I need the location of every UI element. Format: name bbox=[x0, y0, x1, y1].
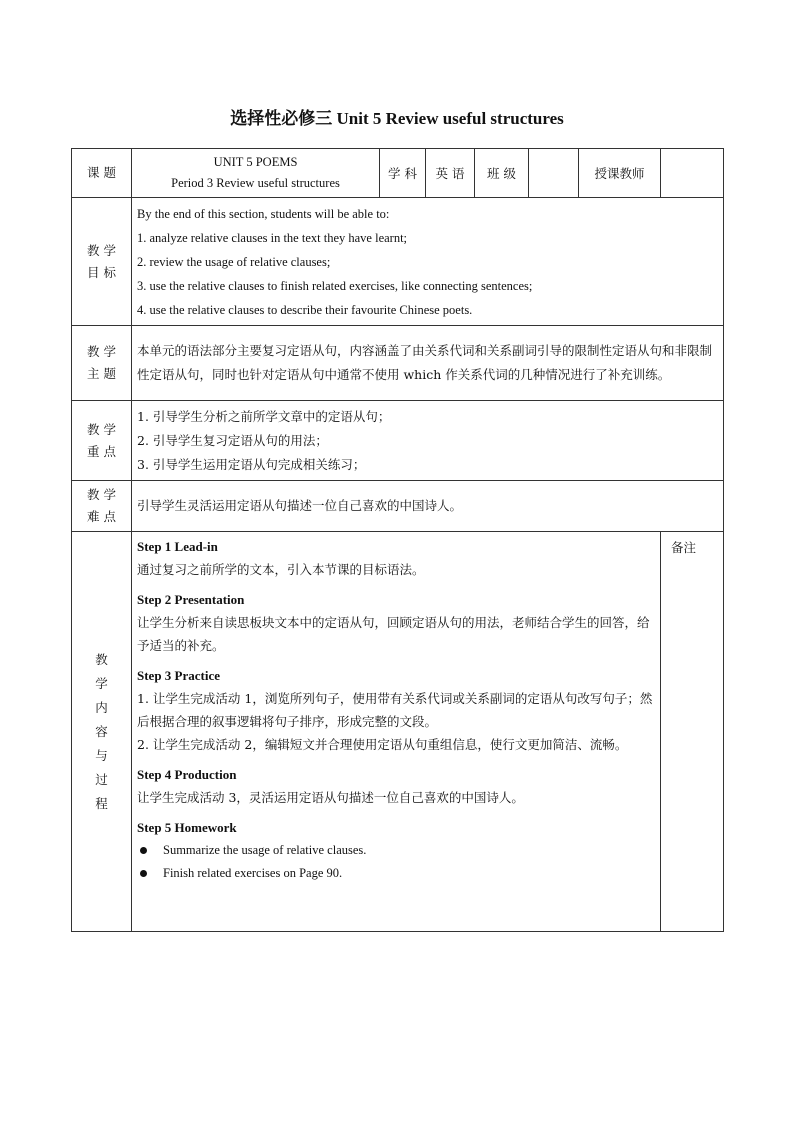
step-heading: Step 4 Production bbox=[137, 767, 237, 782]
course-title-cell bbox=[132, 149, 380, 198]
key-points-label: 教 学 重 点 bbox=[72, 401, 132, 481]
step-text: 让学生分析来自读思板块文本中的定语从句，回顾定语从句的用法，老师结合学生的回答，给予适当的补充。 bbox=[137, 615, 650, 653]
step-text: 让学生完成活动 3，灵活运用定语从句描述一位自己喜欢的中国诗人。 bbox=[137, 790, 524, 805]
header-row bbox=[72, 149, 724, 198]
key-point-line: 3. 引导学生运用定语从句完成相关练习； bbox=[137, 457, 366, 472]
subject-value: 英 语 bbox=[426, 149, 475, 198]
objective-line: 1. analyze relative clauses in the text they have learnt; bbox=[137, 231, 408, 245]
difficulty-content: 引导学生灵活运用定语从句描述一位自己喜欢的中国诗人。 bbox=[132, 481, 724, 532]
bullet-icon bbox=[140, 847, 147, 854]
step-text: 1. 让学生完成活动 1，浏览所列句子，使用带有关系代词或关系副词的定语从句改写句子；然后根据合理的叙事逻辑将句子排序，形成完整的文段。 bbox=[137, 691, 653, 729]
step-heading: Step 2 Presentation bbox=[137, 592, 245, 607]
lesson-plan-table bbox=[71, 148, 724, 932]
process-content bbox=[132, 532, 661, 932]
step-text: 2. 让学生完成活动 2，编辑短文并合理使用定语从句重组信息，使行文更加简洁、流畅。 bbox=[137, 737, 628, 752]
key-points-content bbox=[132, 401, 724, 481]
theme-row bbox=[72, 326, 724, 401]
class-label: 班 级 bbox=[475, 149, 529, 198]
step-heading: Step 1 Lead-in bbox=[137, 539, 218, 554]
objective-line: 4. use the relative clauses to describe their favourite Chinese poets. bbox=[137, 303, 473, 317]
process-row bbox=[72, 532, 724, 932]
objective-line: By the end of this section, students will be able to: bbox=[137, 207, 390, 221]
subject-label: 学 科 bbox=[380, 149, 426, 198]
difficulty-row bbox=[72, 481, 724, 532]
bullet-icon bbox=[140, 870, 147, 877]
process-label: 教 学 内 容 与 过 程 bbox=[72, 532, 132, 932]
key-point-line: 2. 引导学生复习定语从句的用法； bbox=[137, 433, 328, 448]
topic-label: 课 题 bbox=[72, 149, 132, 198]
key-points-row bbox=[72, 401, 724, 481]
page-title: 选择性必修三 Unit 5 Review useful structures bbox=[230, 109, 564, 128]
theme-label: 教 学 主 题 bbox=[72, 326, 132, 401]
homework-item: Summarize the usage of relative clauses. bbox=[137, 839, 654, 862]
objectives-content bbox=[132, 198, 724, 326]
theme-content: 本单元的语法部分主要复习定语从句，内容涵盖了由关系代词和关系副词引导的限制性定语从句和非限制性定语从句，同时也针对定语从句中通常不使用 which 作关系代词的几种情况进行了补充训练。 bbox=[132, 326, 724, 401]
teacher-value bbox=[661, 149, 724, 198]
homework-item: Finish related exercises on Page 90. bbox=[137, 862, 654, 885]
difficulty-label: 教 学 难 点 bbox=[72, 481, 132, 532]
course-unit: UNIT 5 POEMS bbox=[213, 155, 298, 169]
objective-line: 3. use the relative clauses to finish related exercises, like connecting sentences; bbox=[137, 279, 533, 293]
step-text: 通过复习之前所学的文本，引入本节课的目标语法。 bbox=[137, 562, 425, 577]
objectives-row bbox=[72, 198, 724, 326]
objective-line: 2. review the usage of relative clauses; bbox=[137, 255, 331, 269]
key-point-line: 1. 引导学生分析之前所学文章中的定语从句； bbox=[137, 409, 391, 424]
objectives-label: 教 学 目 标 bbox=[72, 198, 132, 326]
class-value bbox=[529, 149, 579, 198]
teacher-label: 授课教师 bbox=[579, 149, 661, 198]
course-period: Period 3 Review useful structures bbox=[171, 176, 340, 190]
step-heading: Step 3 Practice bbox=[137, 668, 221, 683]
notes-column: 备注 bbox=[661, 532, 724, 932]
step-heading: Step 5 Homework bbox=[137, 820, 237, 835]
